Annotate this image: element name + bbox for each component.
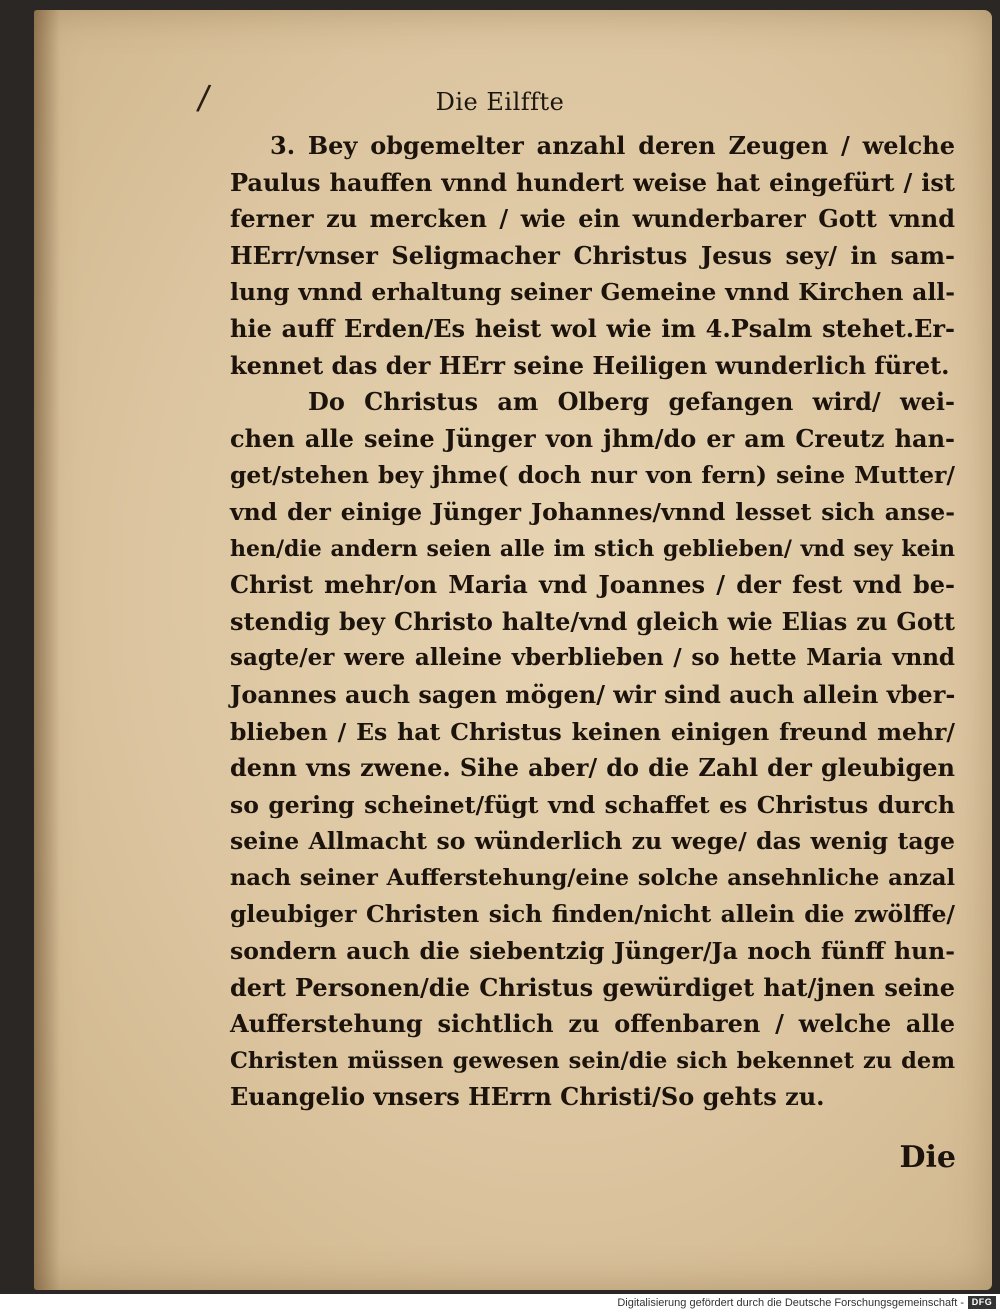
text-line: blieben / Es hat Christus keinen einigen freund mehr/ <box>230 717 955 746</box>
text-line: gleubiger Christen sich finden/nicht allein die zwölffe/ <box>230 900 955 929</box>
text-line: Christen müssen gewesen sein/die sich bekennet zu dem <box>230 1047 955 1074</box>
catchword: Die <box>899 1140 956 1175</box>
text-line: so gering scheinet/fügt vnd schaffet es Christus durch <box>230 790 955 819</box>
text-line: Christ mehr/on Maria vnd Joannes / der fest vnd be- <box>230 570 955 600</box>
text-line: nach seiner Aufferstehung/eine solche ansehnliche anzal <box>230 864 955 891</box>
text-line: Euangelio vnsers HErrn Christi/So gehts zu. <box>230 1082 825 1112</box>
text-line: hen/die andern seien alle im stich geblieben/ vnd sey kein <box>230 535 955 562</box>
dfg-logo: DFG <box>968 1296 996 1309</box>
text-line: seine Allmacht so wünderlich zu wege/ das wenig tage <box>230 827 955 856</box>
text-line: Do Christus am Olberg gefangen wird/ wei- <box>308 387 955 417</box>
text-line: 3. Bey obgemelter anzahl deren Zeugen / welche <box>270 131 955 160</box>
text-line: Aufferstehung sichtlich zu offenbaren / welche alle <box>230 1009 955 1039</box>
text-line: dert Personen/die Christus gewürdiget hat/jnen seine <box>230 972 955 1002</box>
text-line: denn vns zwene. Sihe aber/ do die Zahl der gleubigen <box>230 753 955 783</box>
text-line: ferner zu mercken / wie ein wunderbarer Gott vnnd <box>230 204 955 234</box>
footer-bar <box>0 1294 1000 1313</box>
text-line: sagte/er were alleine vberblieben / so hette Maria vnnd <box>230 644 955 672</box>
text-line: Joannes auch sagen mögen/ wir sind auch allein vber- <box>230 679 956 709</box>
text-line: HErr/vnser Seligmacher Christus Jesus sey/ in sam- <box>230 240 955 270</box>
running-head: Die Eilffte <box>435 88 565 116</box>
text-line: sondern auch die siebentzig Jünger/Ja noch fünff hun- <box>230 937 955 966</box>
text-line: stendig bey Christo halte/vnd gleich wie Elias zu Gott <box>230 606 955 636</box>
text-line: lung vnnd erhaltung seiner Gemeine vnnd Kirchen all- <box>230 278 955 307</box>
binding-shadow <box>34 10 60 1290</box>
body-text <box>230 128 955 1116</box>
text-line: hie auff Erden/Es heist wol wie im 4.Psalm stehet.Er- <box>230 313 955 343</box>
text-line: Paulus hauffen vnnd hundert weise hat eingefürt / ist <box>230 167 955 197</box>
text-line: kennet das der HErr seine Heiligen wunderlich füret. <box>230 350 950 380</box>
text-line: get/stehen bey jhme( doch nur von fern) seine Mutter/ <box>230 461 955 490</box>
text-line: vnd der einige Jünger Johannes/vnnd lesset sich anse- <box>230 497 955 526</box>
margin-mark: / <box>195 77 213 119</box>
footer-credit: Digitalisierung gefördert durch die Deutsche Forschungsgemeinschaft - <box>617 1297 964 1309</box>
text-line: chen alle seine Jünger von jhm/do er am Creutz han- <box>230 423 955 453</box>
